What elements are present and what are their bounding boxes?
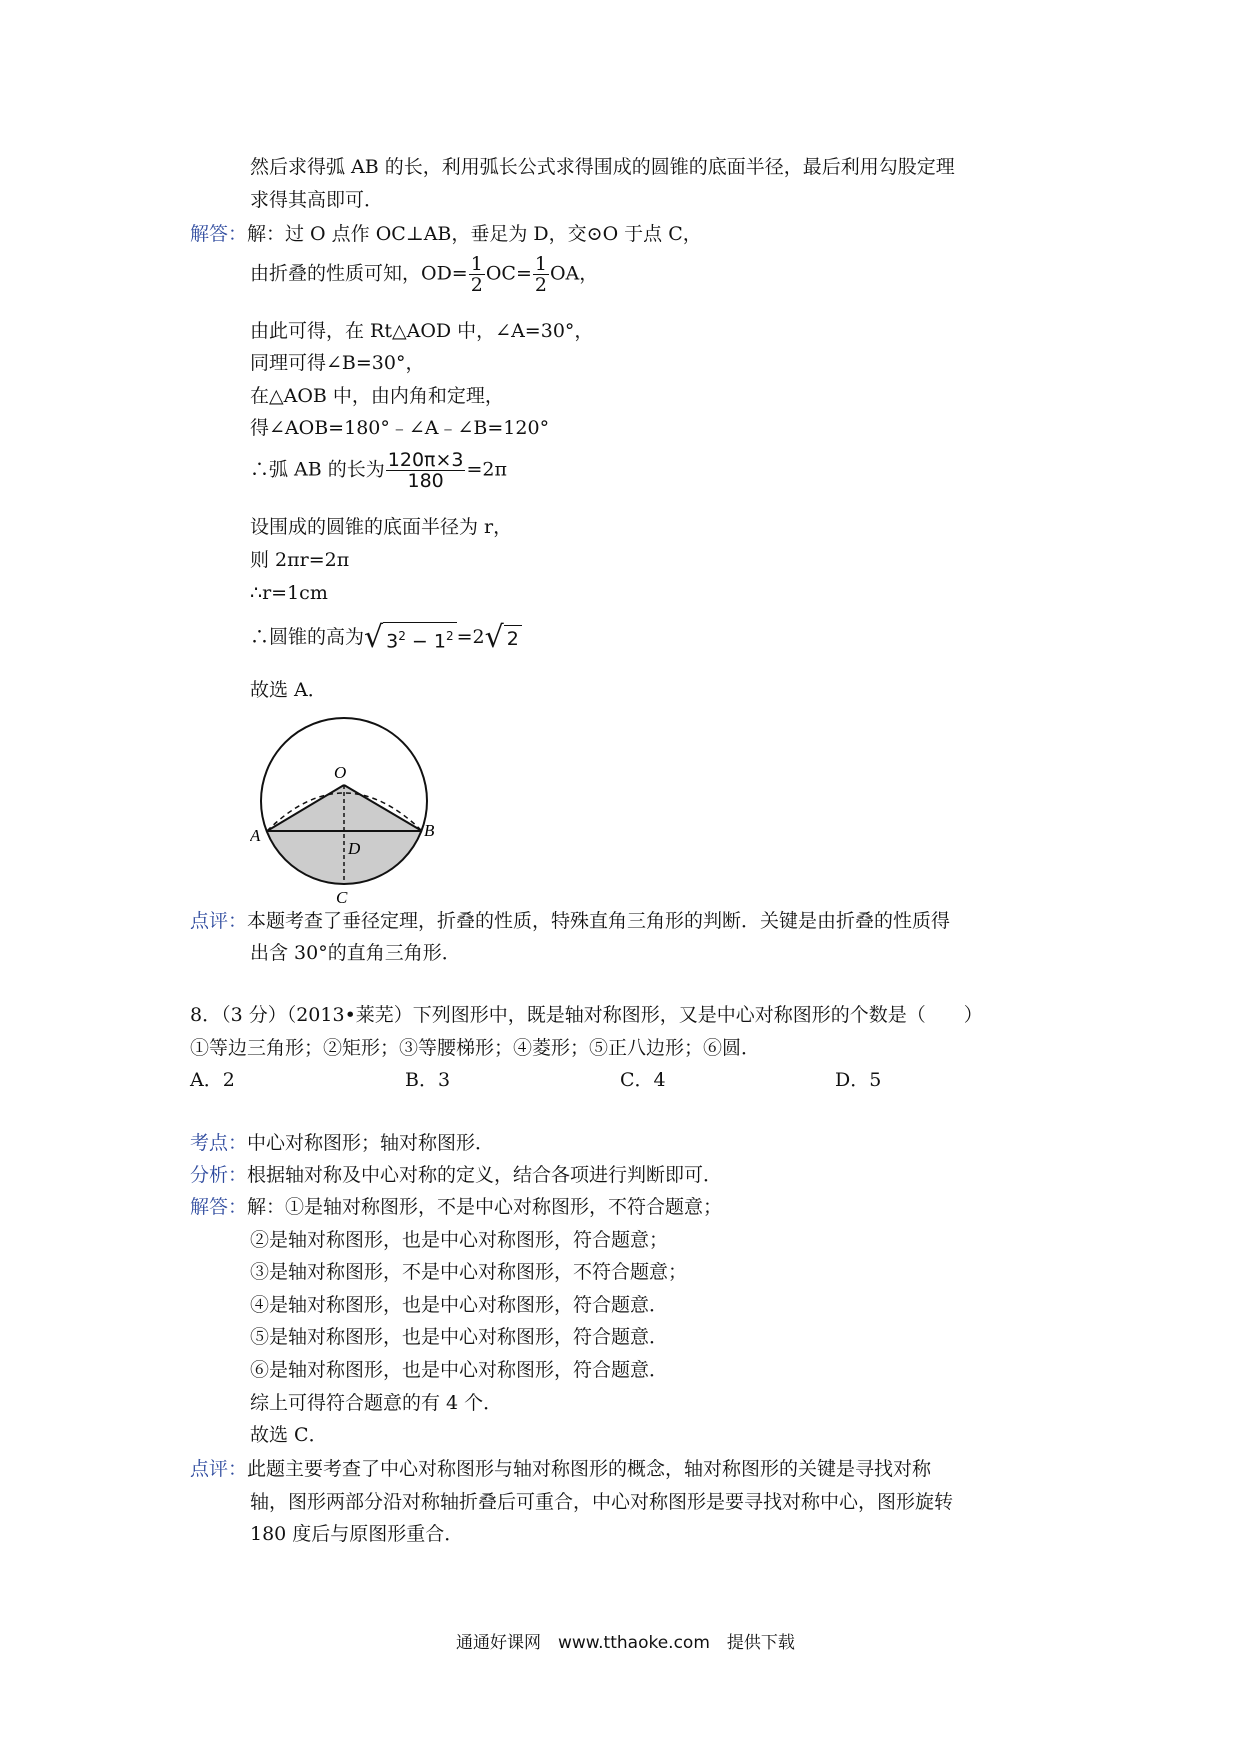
q8-stem: 8．（3 分）（2013•莱芜）下列图形中，既是轴对称图形，又是中心对称图形的个数是（ ） (190, 1004, 983, 1026)
height-line (250, 622, 522, 654)
q8-answer-5: ⑤是轴对称图形，也是中心对称图形，符合题意． (250, 1326, 669, 1348)
answer-line-4: 由此可得，在 Rt△AOD 中，∠A=30°， (250, 320, 594, 342)
answer-line-5: 同理可得∠B=30°， (250, 352, 425, 374)
q8-answer-7: 综上可得符合题意的有 4 个． (250, 1392, 503, 1414)
sqrt-expression: √ $3^2 - 1^2$ (364, 622, 457, 654)
height-eq: =2 (456, 626, 485, 649)
q8-review-1: 点评：此题主要考查了中心对称图形与轴对称图形的概念，轴对称图形的关键是寻找对称 (190, 1458, 932, 1480)
fold-line (250, 254, 598, 295)
answer-line-10: 则 2πr=2π (250, 549, 350, 571)
q8-answer-tag: 解答： (190, 1196, 248, 1218)
fold-mid: OC= (485, 262, 532, 285)
q8-review-3: 180 度后与原图形重合． (250, 1523, 464, 1545)
answer-line-7: 得∠AOB=180°﹣∠A﹣∠B=120° (250, 417, 550, 439)
label-c: C (336, 888, 348, 905)
fold-prefix: 由折叠的性质可知，OD= (250, 262, 468, 285)
label-o: O (334, 763, 347, 782)
q8-items: ①等边三角形；②矩形；③等腰梯形；④菱形；⑤正八边形；⑥圆． (190, 1037, 761, 1059)
q8-answer-3: ③是轴对称图形，不是中心对称图形，不符合题意； (250, 1261, 688, 1283)
q8-answer-8: 故选 C． (250, 1424, 328, 1446)
sqrt-two: √ 2 (485, 623, 522, 653)
q8-point: 考点：中心对称图形；轴对称图形． (190, 1132, 495, 1154)
review-block-1 (190, 908, 950, 934)
arc-suffix: =2π (466, 458, 507, 481)
answer-tag: 解答： (190, 223, 248, 245)
q8-option-a: A．2 (190, 1069, 235, 1091)
q8-answer-6: ⑥是轴对称图形，也是中心对称图形，符合题意． (250, 1359, 669, 1381)
circle-fold-diagram (250, 705, 450, 905)
label-b: B (424, 821, 435, 840)
q8-option-c: C．4 (620, 1069, 666, 1091)
answer-line-6: 在△AOB 中，由内角和定理， (250, 385, 504, 407)
height-prefix: ∴圆锥的高为 (250, 626, 365, 649)
point-tag: 考点： (190, 1132, 248, 1154)
footer-text: 通通好课网 www.tthaoke.com 提供下载 (456, 1633, 795, 1653)
answer-block (190, 221, 702, 247)
arc-prefix: ∴弧 AB 的长为 (250, 458, 385, 481)
answer-line-11: ∴r=1cm (250, 582, 328, 604)
review-line-1: 本题考查了垂径定理，折叠的性质，特殊直角三角形的判断．关键是由折叠的性质得 (247, 910, 951, 932)
fraction-half-1: $\frac{1}{2}$ (470, 253, 483, 296)
label-d: D (348, 839, 361, 858)
q8-option-d: D．5 (835, 1069, 882, 1091)
q8-answer-4: ④是轴对称图形，也是中心对称图形，符合题意． (250, 1294, 669, 1316)
q8-option-b: B．3 (405, 1069, 451, 1091)
q8-review-tag: 点评： (190, 1458, 248, 1480)
analysis-tag: 分析： (190, 1164, 248, 1186)
answer-line-13: 故选 A． (250, 679, 327, 701)
label-a: A (250, 826, 261, 845)
analysis-line-1: 然后求得弧 AB 的长，利用弧长公式求得围成的圆锥的底面半径，最后利用勾股定理 (250, 156, 955, 178)
analysis-line-2: 求得其高即可． (250, 189, 384, 211)
fold-suffix: OA， (549, 262, 599, 285)
answer-line-1: 解：过 O 点作 OC⊥AB，垂足为 D，交⊙O 于点 C， (247, 223, 702, 245)
review-tag: 点评： (190, 910, 248, 932)
review-line-2: 出含 30°的直角三角形． (250, 942, 461, 964)
arc-fraction: $\frac{120\pi\times 3}{180}$ (387, 449, 464, 492)
q8-analysis: 分析：根据轴对称及中心对称的定义，结合各项进行判断即可． (190, 1164, 723, 1186)
fraction-half-2: $\frac{1}{2}$ (534, 253, 547, 296)
q8-review-2: 轴，图形两部分沿对称轴折叠后可重合，中心对称图形是要寻找对称中心，图形旋转 (250, 1491, 954, 1513)
q8-answer-2: ②是轴对称图形，也是中心对称图形，符合题意； (250, 1229, 669, 1251)
arc-length-line (250, 450, 507, 491)
answer-line-9: 设围成的圆锥的底面半径为 r， (250, 516, 513, 538)
q8-answer-1: 解答：解：①是轴对称图形，不是中心对称图形，不符合题意； (190, 1196, 723, 1218)
